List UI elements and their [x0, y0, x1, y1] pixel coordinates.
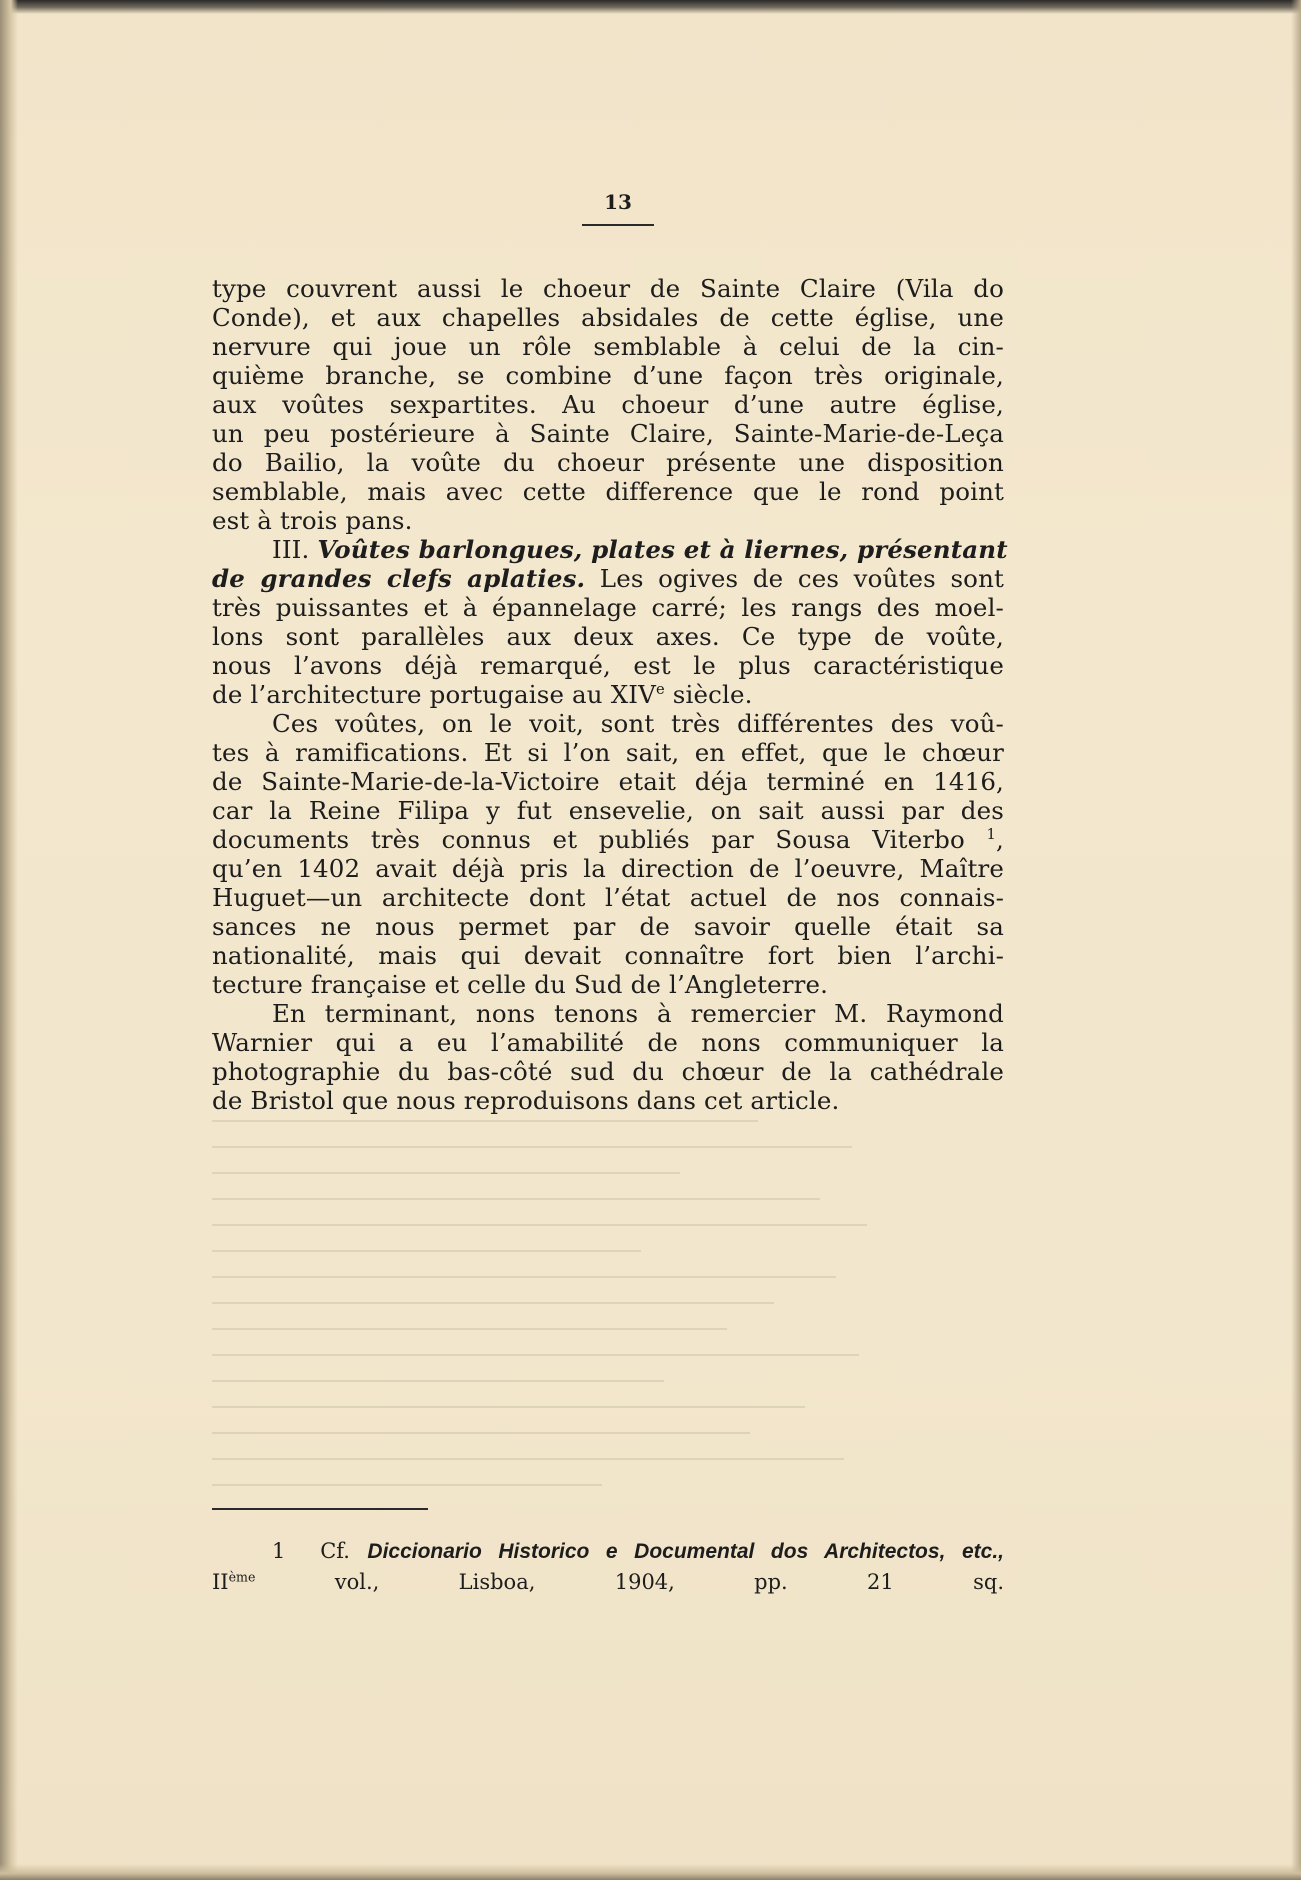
footnote-line	[212, 1536, 1004, 1567]
footnote-number: 1	[272, 1539, 286, 1563]
text-line: qu’en 1402 avait déjà pris la direction de l’oeuvre, Maître	[212, 854, 1004, 883]
text-line: nous l’avons déjà remarqué, est le plus caractéristique	[212, 651, 1004, 680]
footnote-prefix: Cf.	[320, 1539, 350, 1563]
text-line: est à trois pans.	[212, 506, 413, 535]
text-line	[212, 564, 1004, 593]
text-line: car la Reine Filipa y fut ensevelie, on sait aussi par des	[212, 796, 1004, 825]
text-line: tes à ramifications. Et si l’on sait, en effet, que le chœur	[212, 738, 1004, 767]
text-line	[212, 680, 1004, 709]
section-numeral: III.	[272, 535, 310, 564]
section-heading-line	[212, 535, 1008, 564]
section-heading-cont: de grandes clefs aplaties.	[212, 564, 586, 593]
text-line: nationalité, mais qui devait connaître fort bien l’archi-	[212, 941, 1004, 970]
text-line: photographie du bas-côté sud du chœur de la cathédrale	[212, 1057, 1004, 1086]
text-line: très puissantes et à épannelage carré; les rangs des moel-	[212, 593, 1004, 622]
text-line: lons sont parallèles aux deux axes. Ce type de voûte,	[212, 622, 1004, 651]
text-line: Huguet—un architecte dont l’état actuel de nos connais-	[212, 883, 1004, 912]
text-run: documents très connus et publiés par Sousa Viterbo	[212, 825, 965, 854]
text-line: aux voûtes sexpartites. Au choeur d’une autre église,	[212, 390, 1004, 419]
text-line: sances ne nous permet par de savoir quelle était sa	[212, 912, 1004, 941]
text-line: type couvrent aussi le choeur de Sainte Claire (Vila do	[212, 274, 1004, 303]
text-line: quième branche, se combine d’une façon très originale,	[212, 361, 1004, 390]
text-line: nervure qui joue un rôle semblable à celui de la cin-	[212, 332, 1004, 361]
footnote-volume-superscript: ème	[228, 1569, 256, 1585]
page-number: 13	[604, 190, 632, 214]
page-top-edge	[0, 0, 1301, 14]
text-line: Conde), et aux chapelles absidales de cette église, une	[212, 303, 1004, 332]
footnote-reference: 1	[986, 826, 997, 844]
footnote-line	[212, 1567, 1004, 1597]
text-run: Les ogives de ces voûtes sont	[599, 564, 1004, 593]
page-number-rule	[582, 224, 654, 226]
text-line: un peu postérieure à Sainte Claire, Sainte-Marie-de-Leça	[212, 419, 1004, 448]
footnote-title: Diccionario Historico e Documental dos Architectos, etc.,	[367, 1540, 1004, 1563]
text-line: do Bailio, la voûte du choeur présente une disposition	[212, 448, 1004, 477]
text-line: Ces voûtes, on le voit, sont très différentes des voû-	[272, 709, 1004, 738]
footnote-rest: vol., Lisboa, 1904, pp. 21 sq.	[334, 1570, 1004, 1594]
text-line: de Bristol que nous reproduisons dans cet article.	[212, 1086, 840, 1115]
section-heading: Voûtes barlongues, plates et à liernes, présentant	[317, 535, 1008, 564]
page-bottom-edge	[0, 1864, 1301, 1880]
text-run: de l’architecture portugaise au	[212, 680, 603, 709]
text-line: En terminant, nons tenons à remercier M. Raymond	[272, 999, 1004, 1028]
text-line: semblable, mais avec cette difference que le rond point	[212, 477, 1004, 506]
text-run: ,	[996, 825, 1004, 854]
text-line: Warnier qui a eu l’amabilité de nons communiquer la	[212, 1028, 1004, 1057]
page-right-edge	[1291, 0, 1301, 1880]
text-line	[212, 825, 1004, 854]
page-left-edge	[0, 0, 18, 1880]
century-superscript: e	[655, 681, 665, 699]
text-line: tecture française et celle du Sud de l’Angleterre.	[212, 970, 829, 999]
text-line: de Sainte-Marie-de-la-Victoire etait déja terminé en 1416,	[212, 767, 1004, 796]
century-numeral: XIV	[610, 680, 656, 709]
body-text	[212, 274, 1008, 1115]
footnotes	[212, 1536, 1004, 1597]
footnote-rule	[212, 1508, 428, 1510]
text-run: siècle.	[672, 680, 753, 709]
footnote-volume: II	[212, 1570, 229, 1594]
